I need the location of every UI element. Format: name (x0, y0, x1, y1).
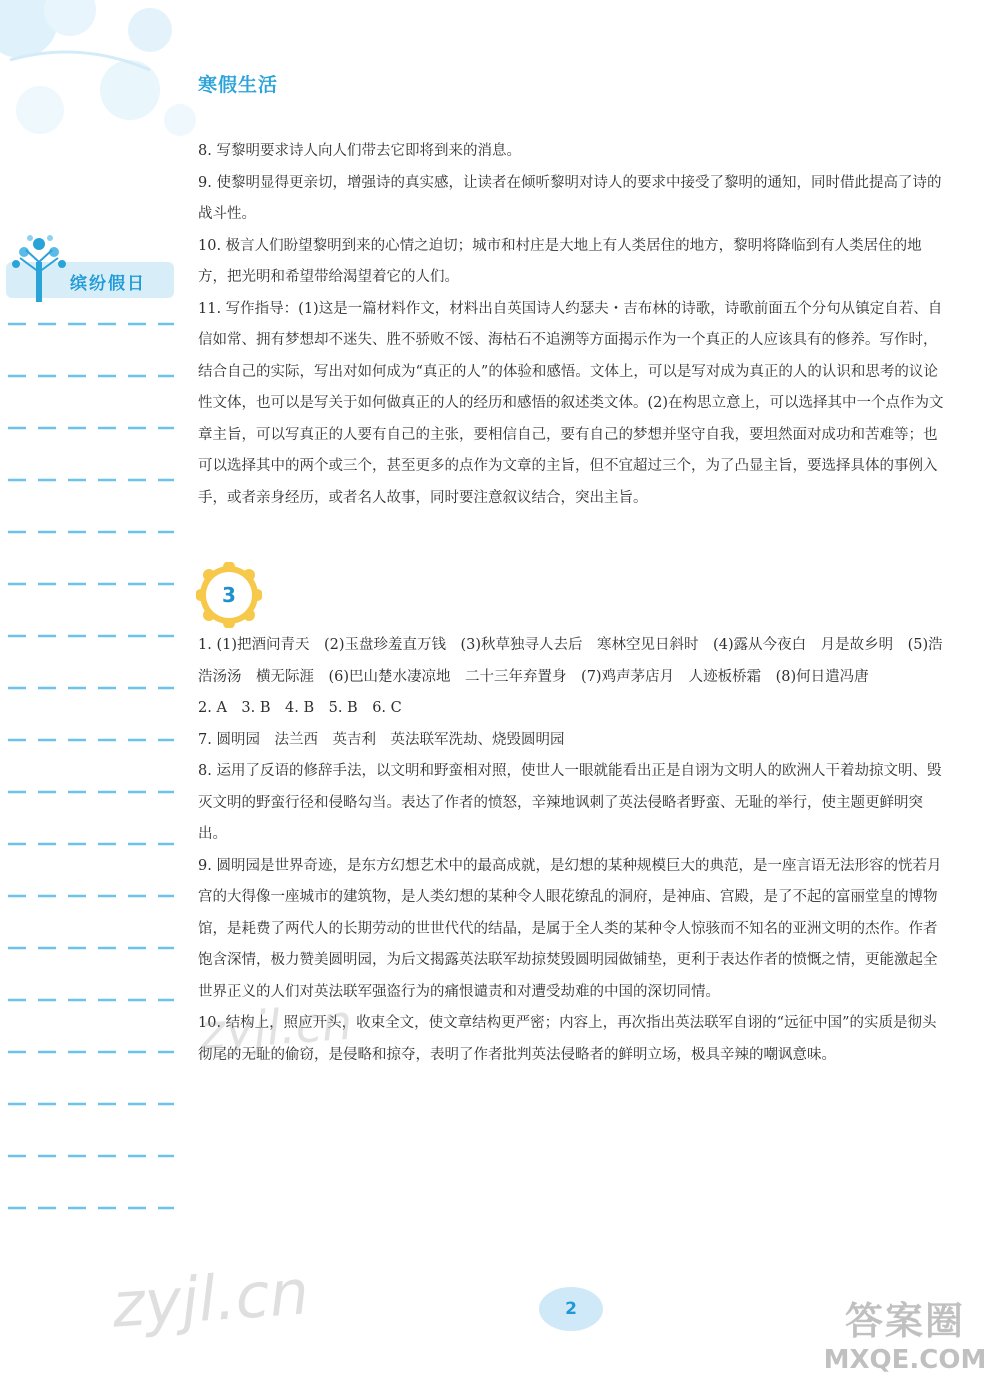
sidebar-badge-label: 缤纷假日 (70, 274, 146, 294)
answer-item: 9. 使黎明显得更亲切，增强诗的真实感，让读者在倾听黎明对诗人的要求中接受了黎明的通知，同时借此提高了诗的战斗性。 (198, 174, 942, 222)
watermark-url: MXQE.COM (823, 1345, 987, 1375)
answer-list-part1 (198, 136, 950, 514)
answer-item: 8. 写黎明要求诗人向人们带去它即将到来的消息。 (198, 143, 521, 159)
page-number-label: 2 (565, 1299, 577, 1319)
section-number: 3 (222, 583, 236, 607)
page-number (536, 1284, 606, 1334)
section-marker (196, 562, 262, 628)
answer-item: 10. 极言人们盼望黎明到来的心情之迫切；城市和村庄是大地上有人类居住的地方，黎明将降临到有人类居住的地方，把光明和希望带给渴望着它的人们。 (198, 237, 922, 285)
watermark: zyjl.cn (109, 1255, 312, 1342)
answer-item: 2. A 3. B 4. B 5. B 6. C (198, 700, 402, 716)
answer-item: 1. (1)把酒问青天 (2)玉盘珍羞直万钱 (3)秋草独寻人去后 寒林空见日斜时 (4)露从今夜白 月是故乡明 (5)浩浩汤汤 横无际涯 (6)巴山楚水凄凉地 二十三年弃置身 (7)鸡声茅店月 人迹板桥霜 (8)何日遣冯唐 (198, 637, 943, 685)
floral-decoration (0, 0, 200, 200)
watermark: zyjl.cn (198, 994, 355, 1062)
watermark-text: 答案圈 (844, 1299, 965, 1343)
answer-item: 8. 运用了反语的修辞手法，以文明和野蛮相对照，使世人一眼就能看出正是自诩为文明人的欧洲人干着劫掠文明、毁灭文明的野蛮行径和侵略勾当。表达了作者的愤怒，辛辣地讽刺了英法侵略者野蛮、无耻的举行，使主题更鲜明突出。 (198, 763, 942, 842)
note-lines (0, 318, 178, 1238)
answer-item: 11. 写作指导：(1)这是一篇材料作文，材料出自英国诗人约瑟夫・吉布林的诗歌，诗歌前面五个分句从镇定自若、自信如常、拥有梦想却不迷失、胜不骄败不馁、海枯石不追溯等方面揭示作为一个真正的人应该具有的修养。写作时，结合自己的实际，写出对如何成为“真正的人”的体验和感悟。文体上，可以是写对成为真正的人的认识和思考的议论性文体，也可以是写关于如何做真正的人的经历和感悟的叙述类文体。(2)在构思立意上，可以选择其中一个点作为文章主旨，可以写真正的人要有自己的主张，要相信自己，要有自己的梦想并坚守自我，要坦然面对成功和苦难等；也可以选择其中的两个或三个，甚至更多的点作为文章的主旨，但不宜超过三个，为了凸显主旨，要选择具体的事例入手，或者亲身经历，或者名人故事，同时要注意叙议结合，突出主旨。 (198, 300, 944, 506)
tree-icon (6, 232, 74, 302)
answer-item: 7. 圆明园 法兰西 英吉利 英法联军洗劫、烧毁圆明园 (198, 731, 565, 748)
answer-item: 10. 结构上，照应开头，收束全文，使文章结构更严密；内容上，再次指出英法联军自诩的“远征中国”的实质是彻头彻尾的无耻的偷窃，是侵略和掠夺，表明了作者批判英法侵略者的鲜明立场，极具辛辣的嘲讽意味。 (198, 1015, 937, 1063)
header-title: 寒假生活 (198, 74, 279, 96)
answer-item: 9. 圆明园是世界奇迹，是东方幻想艺术中的最高成就，是幻想的某种规模巨大的典范，是一座言语无法形容的恍若月宫的大得像一座城市的建筑物，是人类幻想的某种令人眼花缭乱的洞府，是神庙、宫殿，是了不起的富丽堂皇的博物馆，是耗费了两代人的长期劳动的世世代代的结晶，是属于全人类的某种令人惊骇而不知名的亚洲文明的杰作。作者饱含深情，极力赞美圆明园，为后文揭露英法联军劫掠焚毁圆明园做铺垫，更利于表达作者的愤慨之情，更能激起全世界正义的人们对英法联军强盗行为的痛恨谴责和对遭受劫难的中国的深切同情。 (198, 857, 942, 1000)
watermark-logo (820, 1290, 990, 1375)
